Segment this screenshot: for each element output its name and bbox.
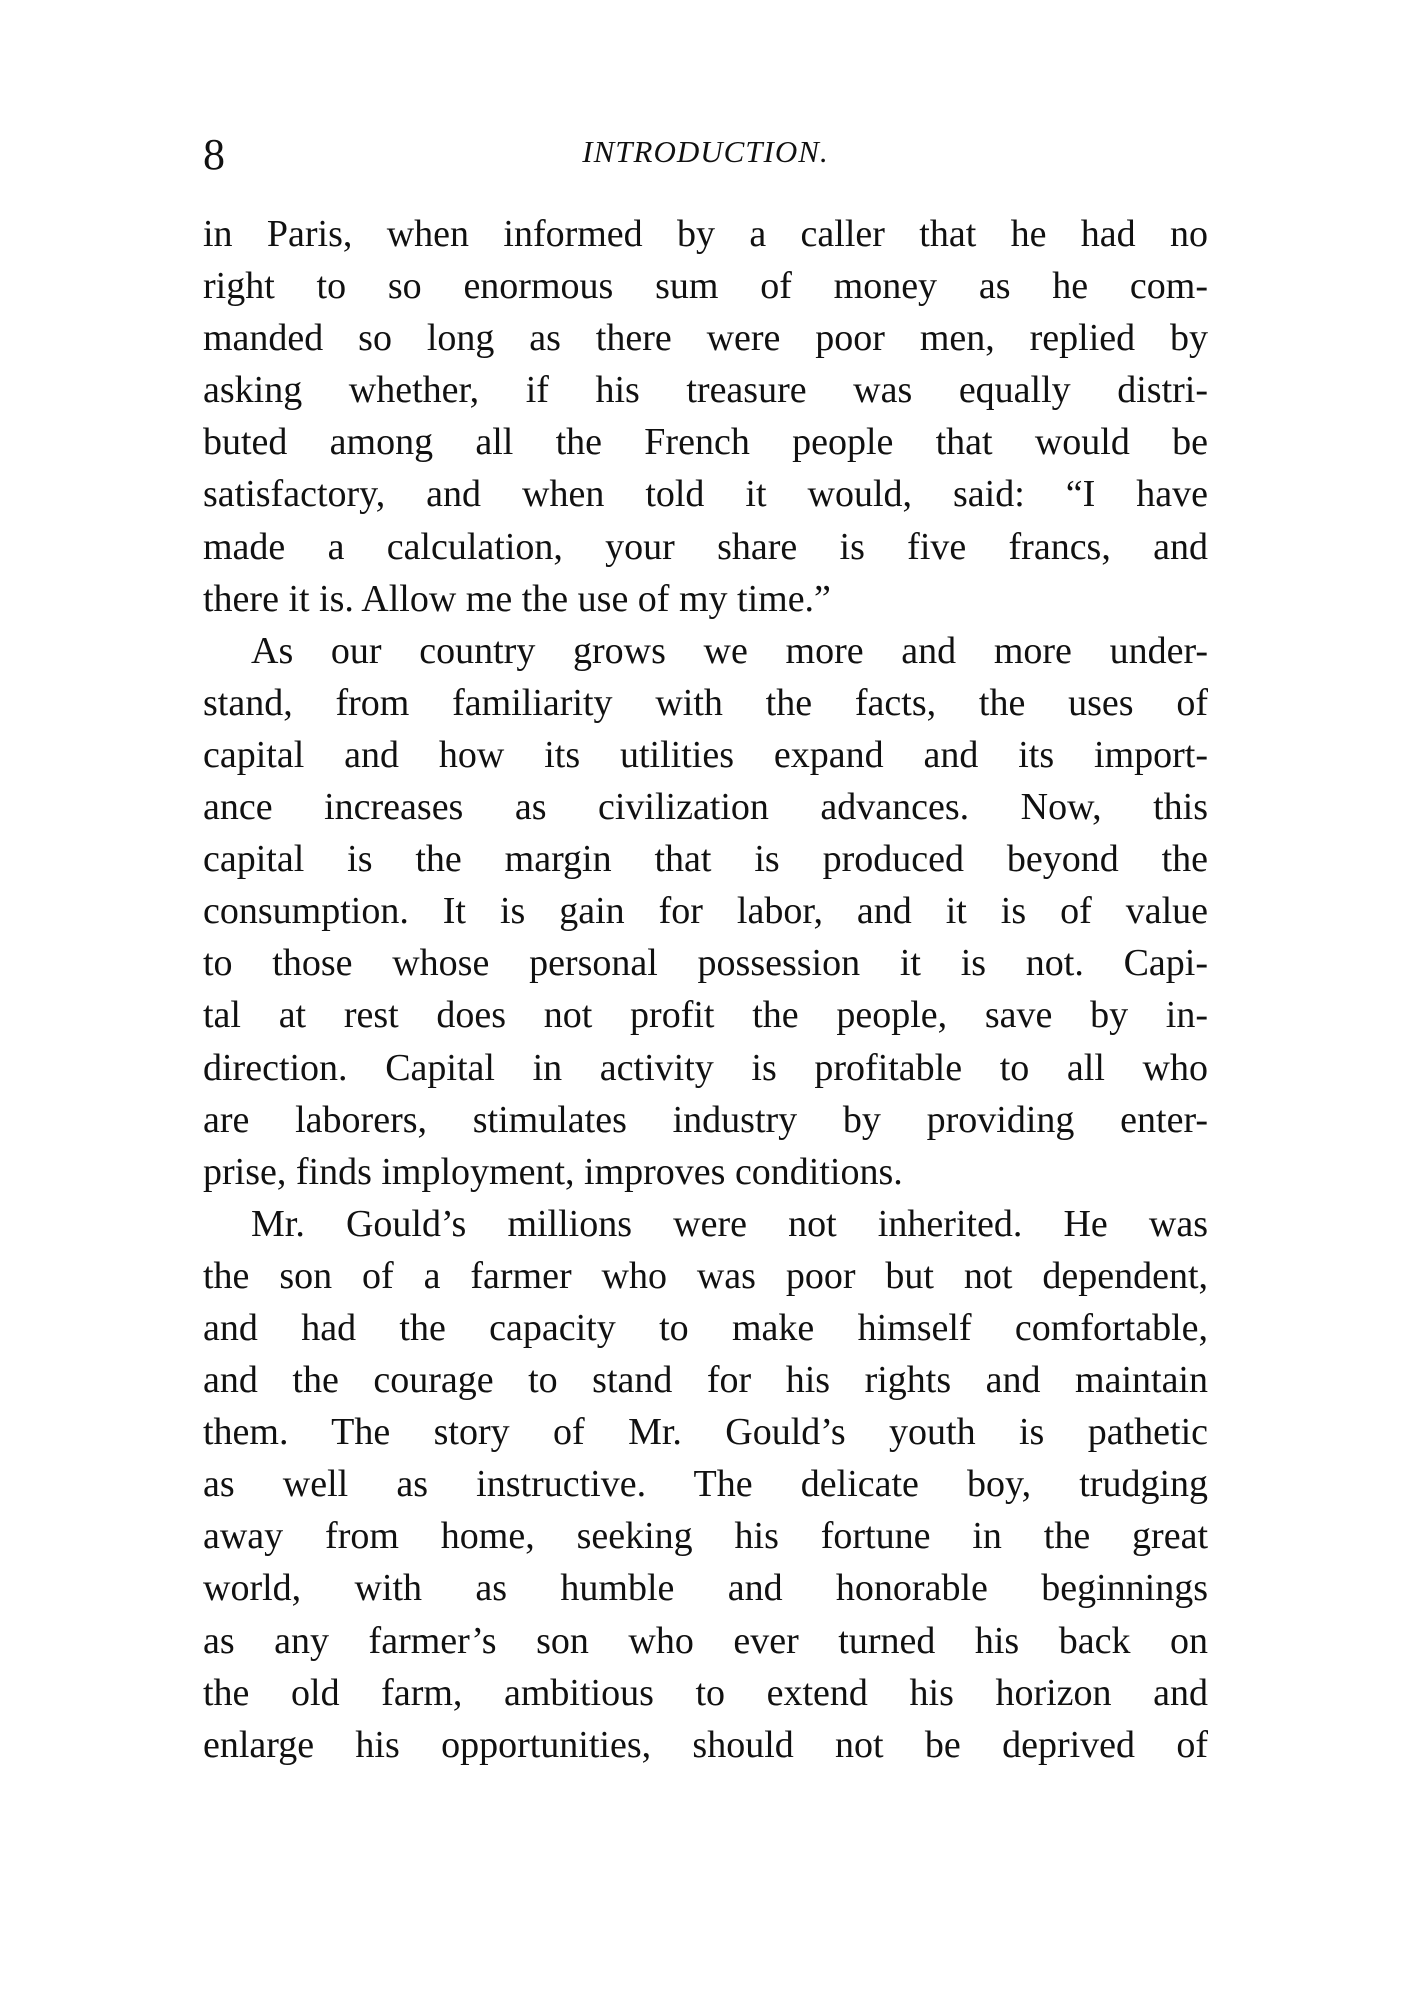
text-line: as well as instructive. The delicate boy, trudging — [203, 1463, 1208, 1506]
page-number: 8 — [203, 130, 225, 179]
text-line: asking whether, if his treasure was equally distri- — [203, 369, 1208, 412]
text-line: them. The story of Mr. Gould’s youth is pathetic — [203, 1411, 1208, 1454]
text-line: prise, finds imployment, improves conditions. — [203, 1150, 903, 1193]
text-line: right to so enormous sum of money as he com- — [203, 265, 1208, 308]
text-line: capital is the margin that is produced beyond the — [203, 838, 1208, 881]
text-line: and the courage to stand for his rights and maintain — [203, 1359, 1208, 1402]
text-line: tal at rest does not profit the people, save by in- — [203, 994, 1208, 1037]
text-line: enlarge his opportunities, should not be deprived of — [203, 1723, 1208, 1766]
text-line: world, with as humble and honorable beginnings — [203, 1567, 1208, 1610]
text-line: direction. Capital in activity is profitable to all who — [203, 1046, 1208, 1089]
text-line: as any farmer’s son who ever turned his back on — [203, 1619, 1208, 1662]
running-head: INTRODUCTION. — [582, 134, 829, 169]
text-line: made a calculation, your share is five francs, and — [203, 525, 1208, 568]
text-line: in Paris, when informed by a caller that he had no — [203, 213, 1208, 255]
text-line: stand, from familiarity with the facts, the uses of — [203, 681, 1208, 724]
text-line: capital and how its utilities expand and its import- — [203, 733, 1208, 776]
text-line: to those whose personal possession it is not. Capi- — [203, 942, 1208, 985]
text-line: and had the capacity to make himself comfortable, — [203, 1306, 1208, 1349]
text-line: the son of a farmer who was poor but not dependent, — [203, 1254, 1208, 1297]
text-line: Mr. Gould’s millions were not inherited. He was — [251, 1202, 1208, 1245]
text-line: As our country grows we more and more under- — [251, 629, 1208, 672]
text-line: consumption. It is gain for labor, and it is of value — [203, 890, 1208, 933]
text-line: satisfactory, and when told it would, said: “I have — [203, 473, 1208, 516]
text-line: buted among all the French people that would be — [203, 421, 1208, 464]
page-header — [203, 120, 1208, 180]
text-line: manded so long as there were poor men, replied by — [203, 317, 1208, 360]
text-line: away from home, seeking his fortune in the great — [203, 1515, 1208, 1558]
text-line: there it is. Allow me the use of my time.” — [203, 577, 831, 620]
body-text — [203, 208, 1208, 1771]
text-line: the old farm, ambitious to extend his horizon and — [203, 1671, 1208, 1714]
text-line: ance increases as civilization advances. Now, this — [203, 786, 1208, 829]
text-line: are laborers, stimulates industry by providing enter- — [203, 1098, 1208, 1141]
